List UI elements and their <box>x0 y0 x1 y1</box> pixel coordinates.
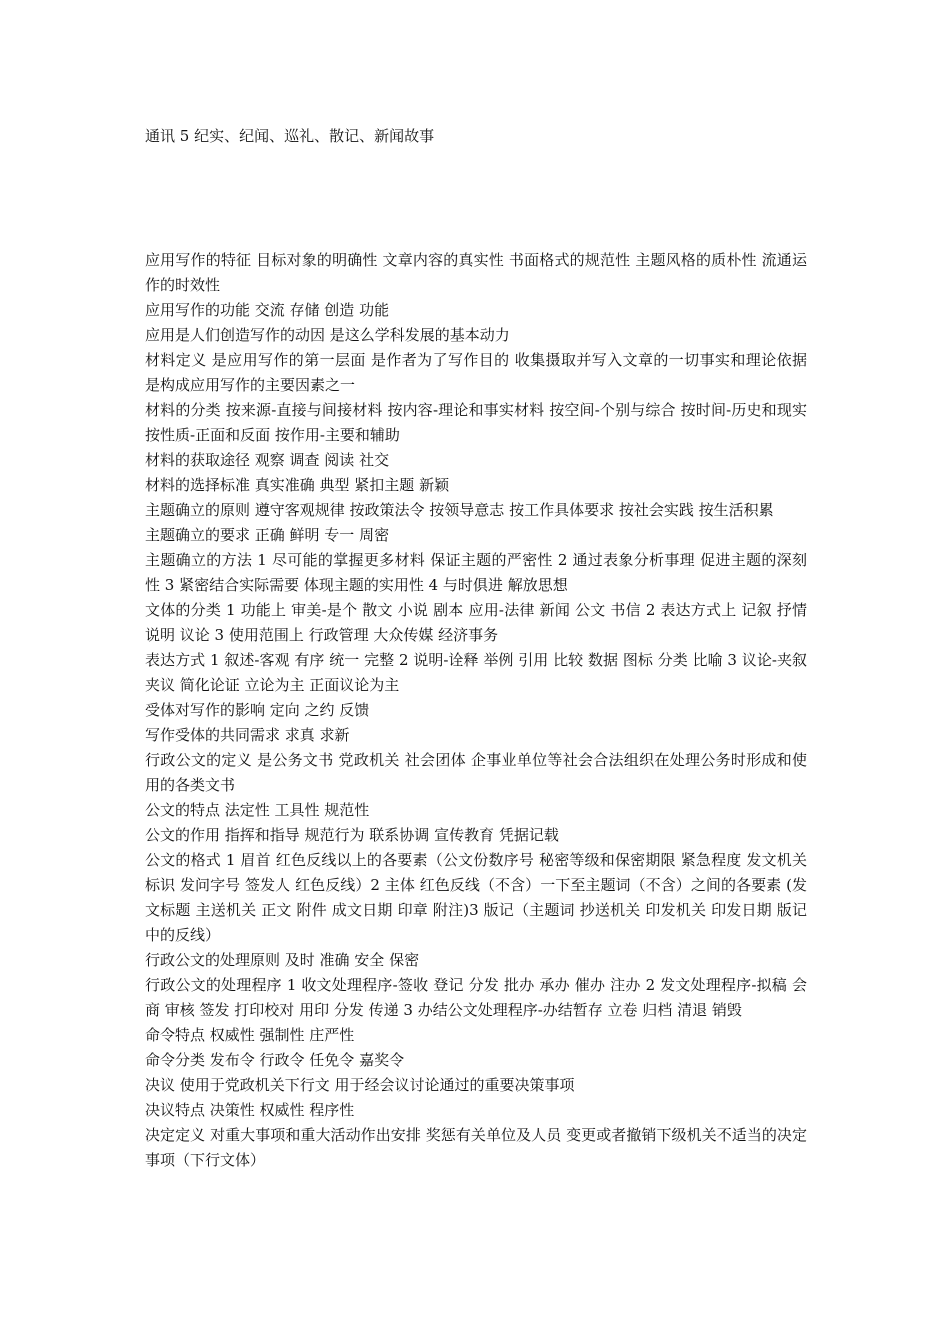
paragraph: 行政公文的定义 是公务文书 党政机关 社会团体 企事业单位等社会合法组织在处理公务时形成和使用的各类文书 <box>145 751 807 794</box>
paragraph: 行政公文的处理程序 1 收文处理程序-签收 登记 分发 批办 承办 催办 注办 2 发文处理程序-拟稿 会商 审核 签发 打印校对 用印 分发 传递 3 办结公文处理程序-办结暂存 立卷 归档 清退 销毁 <box>145 976 807 1019</box>
paragraph: 文体的分类 1 功能上 审美-是个 散文 小说 剧本 应用-法律 新闻 公文 书信 2 表达方式上 记叙 抒情 说明 议论 3 使用范围上 行政管理 大众传媒 经济事务 <box>145 601 807 644</box>
paragraph: 公文的作用 指挥和指导 规范行为 联系协调 宣传教育 凭据记载 <box>145 826 559 844</box>
paragraph: 应用是人们创造写作的动因 是这么学科发展的基本动力 <box>145 326 510 344</box>
paragraph: 公文的特点 法定性 工具性 规范性 <box>145 801 370 819</box>
paragraph: 决议 使用于党政机关下行文 用于经会议讨论通过的重要决策事项 <box>145 1076 575 1094</box>
paragraph: 表达方式 1 叙述-客观 有序 统一 完整 2 说明-诠释 举例 引用 比较 数据 图标 分类 比喻 3 议论-夹叙夹议 简化论证 立论为主 正面议论为主 <box>145 651 807 694</box>
paragraph: 决定定义 对重大事项和重大活动作出安排 奖惩有关单位及人员 变更或者撤销下级机关不适当的决定事项（下行文体） <box>145 1126 807 1169</box>
paragraph: 材料的分类 按来源-直接与间接材料 按内容-理论和事实材料 按空间-个别与综合 按时间-历史和现实 按性质-正面和反面 按作用-主要和辅助 <box>145 401 807 444</box>
paragraph: 材料的获取途径 观察 调查 阅读 社交 <box>145 451 390 469</box>
paragraph: 受体对写作的影响 定向 之约 反馈 <box>145 701 370 719</box>
paragraph: 主题确立的方法 1 尽可能的掌握更多材料 保证主题的严密性 2 通过表象分析事理 促进主题的深刻性 3 紧密结合实际需要 体现主题的实用性 4 与时俱进 解放思想 <box>145 551 807 594</box>
paragraph: 命令特点 权威性 强制性 庄严性 <box>145 1026 355 1044</box>
paragraph: 行政公文的处理原则 及时 准确 安全 保密 <box>145 951 420 969</box>
paragraph: 主题确立的原则 遵守客观规律 按政策法令 按领导意志 按工作具体要求 按社会实践 按生活积累 <box>145 501 774 519</box>
paragraph: 材料的选择标准 真实准确 典型 紧扣主题 新颖 <box>145 476 450 494</box>
paragraph: 应用写作的特征 目标对象的明确性 文章内容的真实性 书面格式的规范性 主题风格的质朴性 流通运作的时效性 <box>145 251 807 294</box>
document-body <box>145 248 807 1173</box>
paragraph: 应用写作的功能 交流 存储 创造 功能 <box>145 301 390 319</box>
paragraph: 写作受体的共同需求 求真 求新 <box>145 726 350 744</box>
document-heading: 通讯 5 纪实、纪闻、巡礼、散记、新闻故事 <box>145 127 435 145</box>
paragraph: 主题确立的要求 正确 鲜明 专一 周密 <box>145 526 390 544</box>
paragraph: 决议特点 决策性 权威性 程序性 <box>145 1101 355 1119</box>
paragraph: 公文的格式 1 眉首 红色反线以上的各要素（公文份数序号 秘密等级和保密期限 紧急程度 发文机关标识 发问字号 签发人 红色反线）2 主体 红色反线（不含）一下至主题词（不含）之间的各要素 (发文标题 主送机关 正文 附件 成文日期 印章 附注)3 版记（主题词 抄送机关 印发机关 印发日期 版记中的反线） <box>145 851 807 944</box>
paragraph: 材料定义 是应用写作的第一层面 是作者为了写作目的 收集摄取并写入文章的一切事实和理论依据 是构成应用写作的主要因素之一 <box>145 351 807 394</box>
paragraph: 命令分类 发布令 行政令 任免令 嘉奖令 <box>145 1051 405 1069</box>
